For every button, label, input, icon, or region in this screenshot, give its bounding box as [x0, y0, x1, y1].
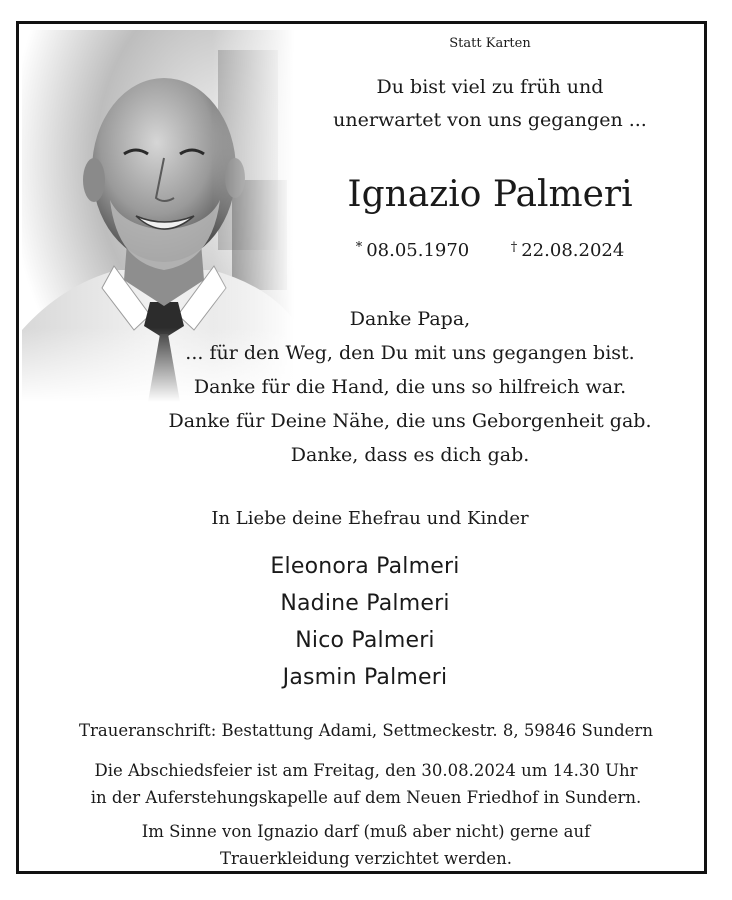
dress-line-2: Trauerkleidung verzichtet werden.	[219, 849, 512, 868]
ceremony-line-1: Die Abschiedsfeier ist am Freitag, den 30.08.2024 um 14.30 Uhr	[94, 761, 638, 780]
statt-karten-label: Statt Karten	[449, 36, 531, 51]
dress-line-1: Im Sinne von Ignazio darf (muß aber nicht) gerne auf	[141, 822, 591, 841]
verse-line-5: Danke, dass es dich gab.	[290, 444, 530, 466]
funeral-address: Traueranschrift: Bestattung Adami, Settmeckestr. 8, 59846 Sundern	[79, 721, 653, 740]
deceased-name: Ignazio Palmeri	[347, 174, 633, 215]
death-date: 22.08.2024	[521, 240, 625, 261]
family-name-nadine: Nadine Palmeri	[280, 591, 450, 616]
family-intro: In Liebe deine Ehefrau und Kinder	[211, 508, 529, 529]
family-name-eleonora: Eleonora Palmeri	[270, 554, 460, 579]
verse-line-2: ... für den Weg, den Du mit uns gegangen bist.	[185, 342, 635, 364]
life-dates	[300, 240, 680, 261]
verse-line-3: Danke für die Hand, die uns so hilfreich war.	[193, 376, 627, 398]
verse-line-4: Danke für Deine Nähe, die uns Geborgenheit gab.	[168, 410, 652, 432]
death-symbol: †	[510, 240, 518, 255]
birth-symbol: *	[355, 240, 363, 255]
verse-line-1: Danke Papa,	[349, 308, 471, 330]
family-name-nico: Nico Palmeri	[295, 628, 435, 653]
birth-date: 08.05.1970	[366, 240, 470, 261]
ceremony-line-2: in der Auferstehungskapelle auf dem Neuen Friedhof in Sundern.	[90, 788, 642, 807]
lead-line-2: unerwartet von uns gegangen ...	[333, 109, 647, 131]
family-name-jasmin: Jasmin Palmeri	[282, 665, 448, 690]
lead-line-1: Du bist viel zu früh und	[376, 76, 604, 98]
